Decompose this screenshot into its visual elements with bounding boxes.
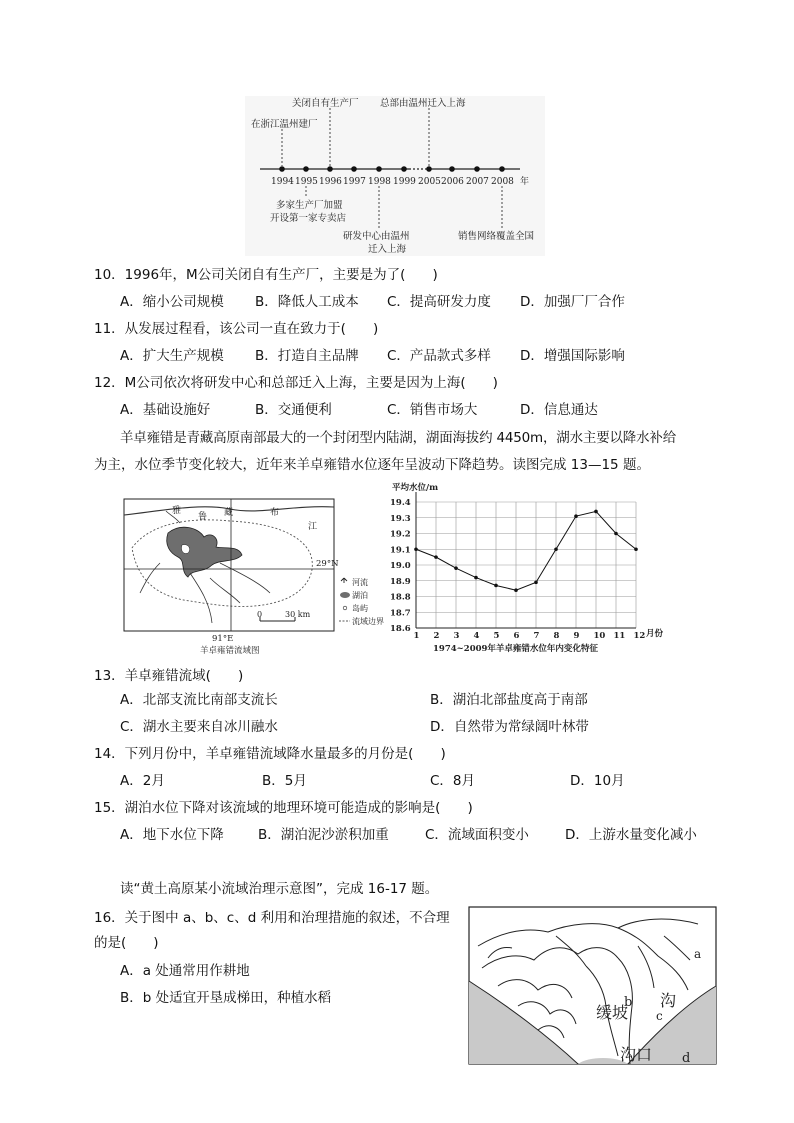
q14-option-a[interactable]: A．2月 (120, 773, 165, 789)
chart-ytick-label: 19.0 (390, 561, 411, 571)
loess-gully: 沟 (660, 991, 677, 1010)
question-13-stem: 13．羊卓雍错流域( ) (94, 668, 244, 684)
q15-option-d[interactable]: D．上游水量变化减小 (565, 827, 697, 843)
loess-gentle-slope: 缓坡 (596, 1003, 629, 1022)
passage-2: 读“黄土高原某小流域治理示意图”，完成 16-17 题。 (120, 881, 439, 897)
q11-option-a[interactable]: A．扩大生产规模 (120, 348, 224, 364)
chart-xlabel: 月份 (646, 629, 664, 639)
basin-map (120, 493, 410, 658)
question-11-stem: 11．从发展过程看，该公司一直在致力于( ) (94, 321, 379, 337)
map-caption: 羊卓雍错流域图 (200, 646, 260, 656)
event-join-1: 多家生产厂加盟 (276, 200, 343, 211)
chart-xtick-label: 2 (433, 631, 440, 641)
timeline-svg (245, 96, 545, 256)
loess-label-b: b (624, 995, 633, 1010)
q10-option-d[interactable]: D．加强厂厂合作 (520, 294, 625, 310)
map-label-jiang: 江 (308, 522, 318, 532)
q11-option-b[interactable]: B．打造自主品牌 (255, 348, 359, 364)
year-label: 2006 (441, 177, 464, 187)
year-label: 1994 (271, 177, 294, 187)
q11-option-c[interactable]: C．产品款式多样 (387, 348, 491, 364)
year-label: 1997 (343, 177, 366, 187)
chart-data-point (494, 584, 498, 588)
question-16-stem-1: 16．关于图中 a、b、c、d 利用和治理措施的叙述，不合理 (94, 910, 450, 926)
water-level-chart (378, 480, 678, 660)
timeline-dot (449, 166, 455, 172)
chart-data-point (414, 547, 418, 551)
q16-option-b[interactable]: B．b 处适宜开垦成梯田，种植水稻 (120, 990, 332, 1006)
chart-data-point (554, 547, 558, 551)
q12-option-a[interactable]: A．基础设施好 (120, 402, 211, 418)
scale-zero: 0 (257, 610, 263, 619)
q13-option-b[interactable]: B．湖泊北部盐度高于南部 (430, 692, 588, 708)
event-close-factory: 关闭自有生产厂 (292, 98, 359, 109)
chart-data-point (454, 566, 458, 570)
legend-island: 岛屿 (352, 604, 368, 613)
map-label-bu: 布 (270, 508, 280, 518)
loess-label-a: a (694, 947, 702, 961)
passage-1-line-1: 羊卓雍错是青藏高原南部最大的一个封闭型内陆湖，湖面海拔约 4450m，湖水主要以降水补给 (120, 430, 676, 446)
chart-data-point (614, 532, 618, 536)
q11-option-d[interactable]: D．增强国际影响 (520, 348, 625, 364)
event-rd-2: 迁入上海 (368, 244, 407, 255)
year-label: 2005 (418, 177, 441, 187)
question-14-stem: 14．下列月份中，羊卓雍错流域降水量最多的月份是( ) (94, 746, 446, 762)
chart-data-point (534, 581, 538, 585)
chart-ylabel: 平均水位/m (392, 483, 439, 493)
chart-ytick-label: 18.6 (390, 624, 411, 634)
chart-data-point (434, 555, 438, 559)
year-label: 2008 (491, 177, 514, 187)
q13-option-a[interactable]: A．北部支流比南部支流长 (120, 692, 278, 708)
map-label-lu: 鲁 (198, 512, 208, 522)
timeline-dot (279, 166, 285, 172)
q15-option-a[interactable]: A．地下水位下降 (120, 827, 224, 843)
year-label: 1998 (368, 177, 391, 187)
chart-ytick-label: 18.9 (390, 576, 411, 587)
question-16-stem-2: 的是( ) (94, 935, 159, 951)
timeline-figure (245, 96, 545, 256)
timeline-dot (303, 166, 309, 172)
map-label-zang: 藏 (224, 508, 234, 518)
map-lon-label: 91°E (212, 634, 234, 644)
timeline-dot (376, 166, 382, 172)
timeline-dot (351, 166, 357, 172)
map-label-ya: 雅 (172, 506, 182, 516)
loess-label-d: d (682, 1051, 691, 1066)
q12-option-c[interactable]: C．销售市场大 (387, 402, 478, 418)
event-rd-1: 研发中心由温州 (343, 231, 410, 242)
year-label: 1996 (319, 177, 342, 187)
chart-series-line (416, 511, 636, 590)
q16-option-a[interactable]: A．a 处通常用作耕地 (120, 963, 250, 979)
q13-option-d[interactable]: D．自然带为常绿阔叶林带 (430, 719, 589, 735)
q14-option-c[interactable]: C．8月 (430, 773, 476, 789)
chart-xtick-label: 4 (473, 631, 480, 641)
chart-data-point (514, 588, 518, 592)
year-label: 1995 (295, 177, 318, 187)
legend-lake: 湖泊 (352, 591, 368, 600)
chart-data-point (474, 576, 478, 580)
legend-lake-icon (340, 592, 350, 598)
chart-ytick-label: 19.1 (390, 545, 411, 556)
chart-xtick-label: 11 (613, 631, 626, 641)
chart-ytick-label: 18.8 (390, 592, 411, 603)
timeline-dot (401, 166, 407, 172)
q14-option-d[interactable]: D．10月 (570, 773, 625, 789)
q12-option-d[interactable]: D．信息通达 (520, 402, 598, 418)
chart-xtick-label: 9 (573, 631, 580, 641)
q14-option-b[interactable]: B．5月 (262, 773, 307, 789)
q13-option-c[interactable]: C．湖水主要来自冰川融水 (120, 719, 278, 735)
chart-xtick-label: 6 (513, 631, 520, 641)
chart-ytick-label: 19.3 (390, 513, 411, 524)
timeline-dot (499, 166, 505, 172)
loess-watershed-figure (468, 906, 718, 1066)
q12-option-b[interactable]: B．交通便利 (255, 402, 332, 418)
event-join-2: 开设第一家专卖店 (270, 213, 347, 224)
chart-ytick-label: 18.7 (390, 608, 411, 619)
chart-ytick-label: 19.2 (390, 529, 411, 540)
loess-svg (468, 906, 718, 1066)
scale-km: 30 km (285, 610, 311, 619)
question-12-stem: 12．M公司依次将研发中心和总部迁入上海，主要是因为上海( ) (94, 375, 498, 391)
island (181, 545, 189, 554)
chart-ytick-label: 19.4 (390, 498, 411, 508)
map-lat-label: 29°N (316, 559, 339, 569)
event-founded: 在浙江温州建厂 (251, 119, 318, 130)
chart-title: 1974~2009年羊卓雍错水位年内变化特征 (433, 644, 598, 654)
chart-data-point (574, 514, 578, 518)
q10-option-c[interactable]: C．提高研发力度 (387, 294, 491, 310)
timeline-dot (426, 166, 432, 172)
basin-map-svg (120, 493, 410, 658)
chart-xtick-label: 3 (453, 631, 460, 641)
event-network: 销售网络覆盖全国 (458, 231, 535, 242)
q10-option-b[interactable]: B．降低人工成本 (255, 294, 359, 310)
chart-xtick-label: 5 (493, 631, 500, 641)
timeline-dot (474, 166, 480, 172)
year-label: 2007 (466, 177, 489, 187)
legend-island-icon (343, 606, 347, 610)
chart-xtick-label: 7 (533, 631, 540, 641)
legend-river-icon (341, 578, 347, 583)
passage-1-line-2: 为主，水位季节变化较大，近年来羊卓雍错水位逐年呈波动下降趋势。读图完成 13—15 题。 (94, 457, 650, 473)
chart-xtick-label: 1 (413, 631, 420, 641)
chart-xtick-label: 10 (593, 631, 606, 641)
chart-data-point (634, 547, 638, 551)
q15-option-c[interactable]: C．流域面积变小 (425, 827, 529, 843)
q10-option-a[interactable]: A．缩小公司规模 (120, 294, 224, 310)
question-15-stem: 15．湖泊水位下降对该流域的地理环境可能造成的影响是( ) (94, 800, 473, 816)
q15-option-b[interactable]: B．湖泊泥沙淤积加重 (258, 827, 389, 843)
year-unit: 年 (520, 177, 530, 187)
loess-label-c: c (656, 1009, 663, 1023)
chart-xtick-label: 12 (633, 631, 646, 641)
chart-xtick-label: 8 (553, 631, 560, 641)
legend-river: 河流 (352, 578, 368, 587)
loess-gully-mouth: 沟口 (620, 1045, 653, 1064)
chart-data-point (594, 510, 598, 514)
event-hq-move: 总部由温州迁入上海 (380, 98, 466, 109)
legend-boundary: 流域边界 (352, 617, 384, 626)
water-level-chart-svg (378, 480, 678, 660)
timeline-dot (327, 166, 333, 172)
question-10-stem: 10．1996年，M公司关闭自有生产厂，主要是为了( ) (94, 267, 438, 283)
year-label: 1999 (393, 177, 416, 187)
